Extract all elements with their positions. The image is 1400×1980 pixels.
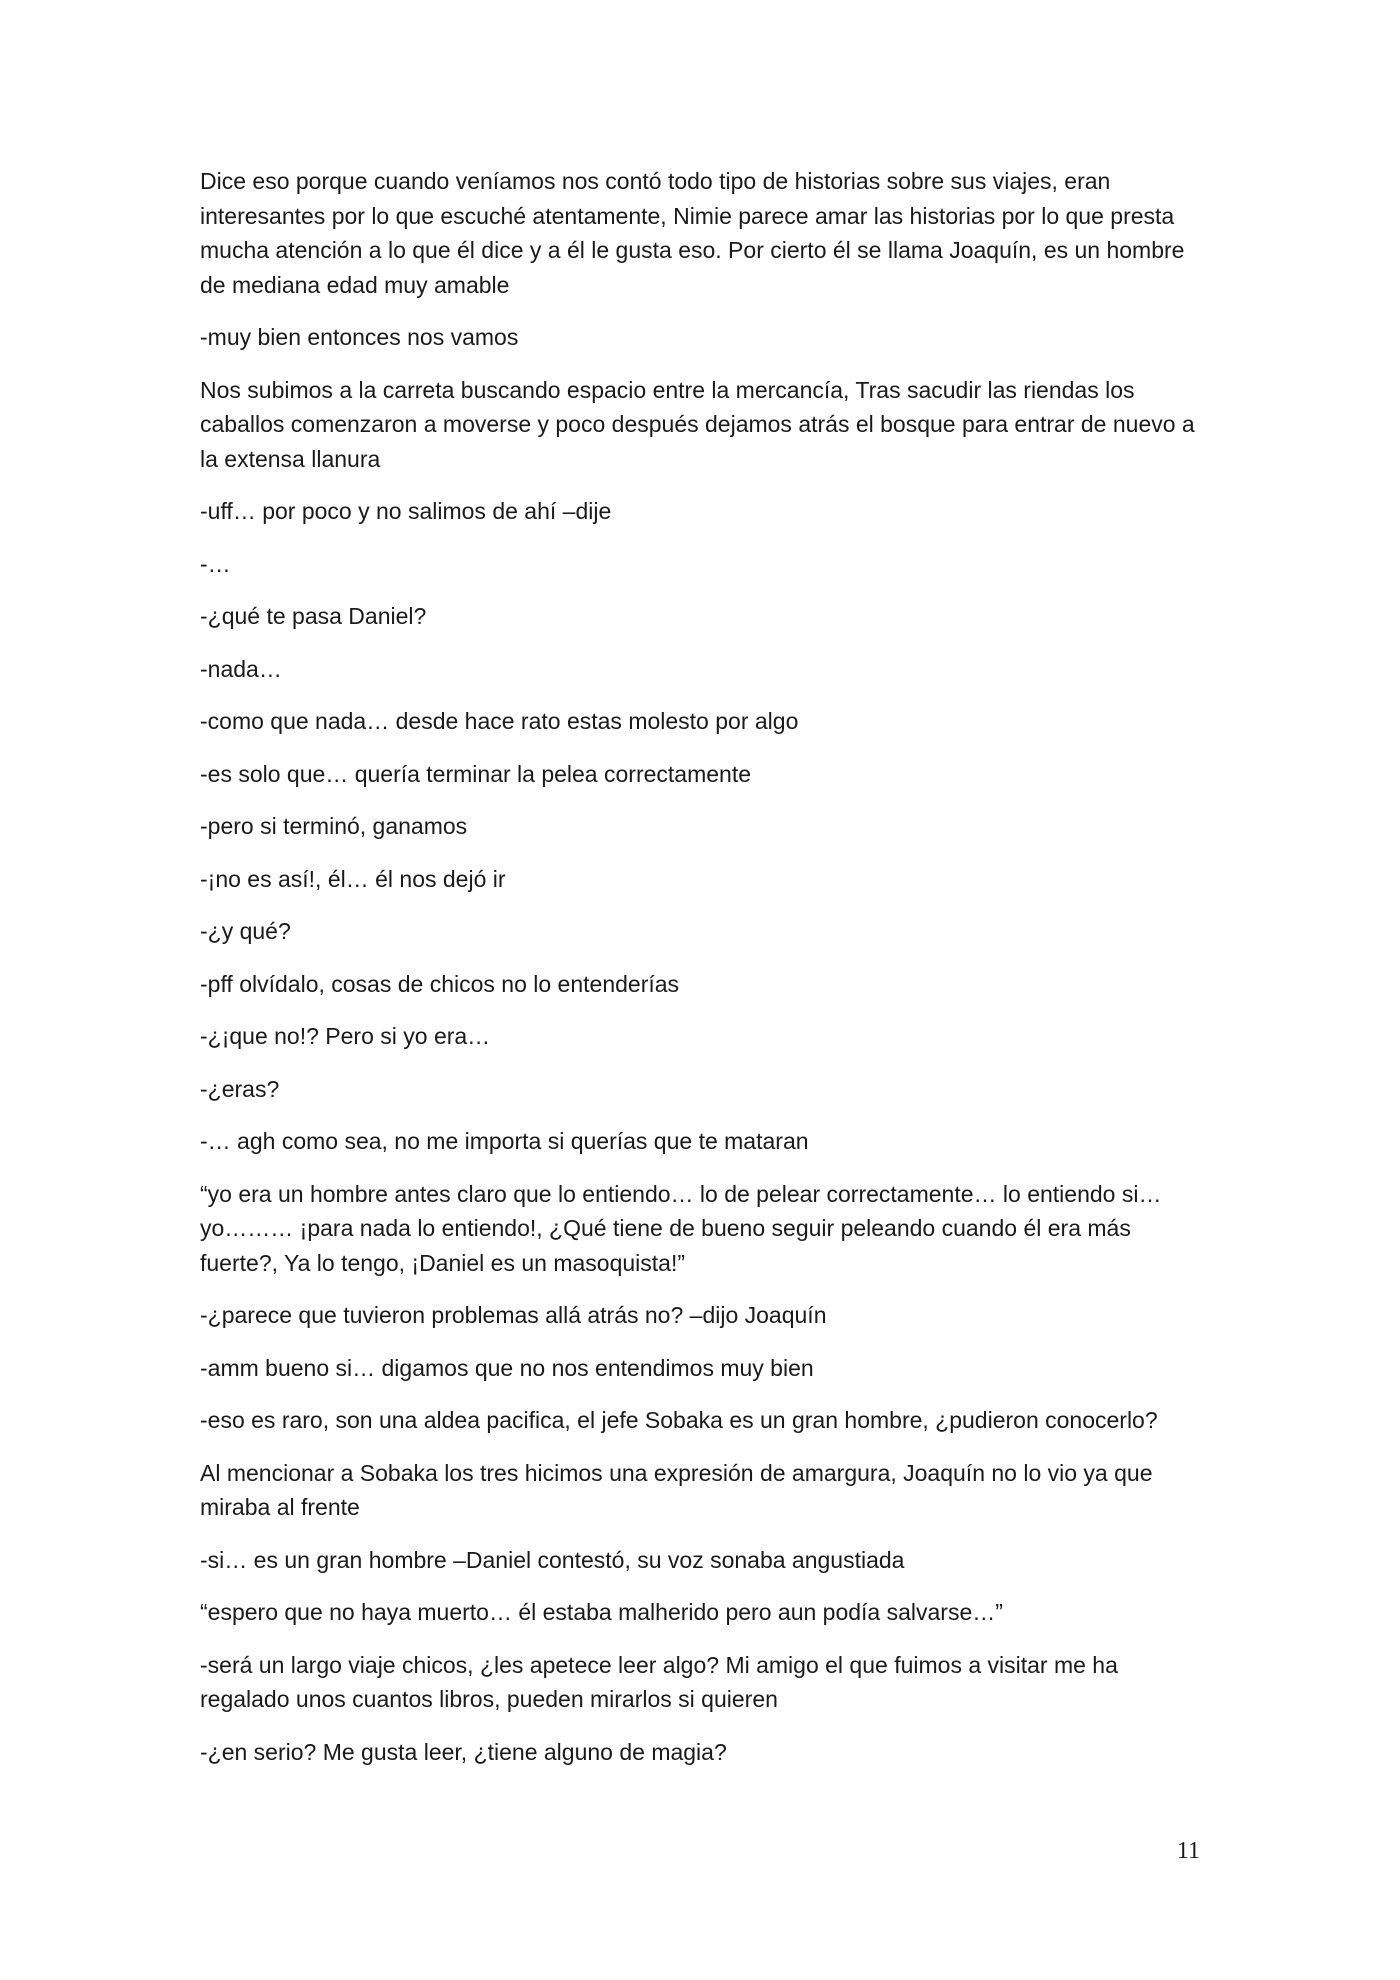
- paragraph: -será un largo viaje chicos, ¿les apetece leer algo? Mi amigo el que fuimos a visitar me ha regalado unos cuantos libros, pueden mirarlos si quieren: [200, 1651, 1118, 1712]
- paragraph: -¿y qué?: [200, 918, 291, 944]
- paragraph: -… agh como sea, no me importa si querías que te mataran: [200, 1128, 809, 1154]
- paragraph: -¡no es así!, él… él nos dejó ir: [200, 865, 506, 892]
- paragraph: -amm bueno si… digamos que no nos entendimos muy bien: [200, 1354, 814, 1381]
- paragraph: -como que nada… desde hace rato estas molesto por algo: [200, 708, 799, 734]
- paragraph: -¿parece que tuvieron problemas allá atrás no? –dijo Joaquín: [200, 1302, 827, 1328]
- body-text: [200, 164, 1200, 1787]
- paragraph: -pero si terminó, ganamos: [200, 813, 468, 839]
- paragraph: -¿en serio? Me gusta leer, ¿tiene alguno de magia?: [200, 1738, 727, 1765]
- paragraph: -nada…: [200, 655, 282, 682]
- paragraph: Dice eso porque cuando veníamos nos contó todo tipo de historias sobre sus viajes, eran interesantes por lo que escuché atentamente, Nimie parece amar las historias por lo que presta mucha atención a lo que él dice y a él le gusta eso. Por cierto él se llama Joaquín, es un hombre de mediana edad muy amable: [200, 168, 1185, 298]
- paragraph: “espero que no haya muerto… él estaba malherido pero aun podía salvarse…”: [200, 1599, 1003, 1625]
- paragraph: -pff olvídalo, cosas de chicos no lo entenderías: [200, 970, 680, 997]
- page-number: 11: [1176, 1838, 1200, 1864]
- paragraph: “yo era un hombre antes claro que lo entiendo… lo de pelear correctamente… lo entiendo si…yo……… ¡para nada lo entiendo!, ¿Qué tiene de bueno seguir peleando cuando él era más fuerte?, Ya lo tengo, ¡Daniel es un masoquista!”: [200, 1180, 1162, 1276]
- paragraph: -¿eras?: [200, 1075, 280, 1102]
- paragraph: -¿qué te pasa Daniel?: [200, 603, 427, 629]
- paragraph: -¿¡que no!? Pero si yo era…: [200, 1023, 491, 1049]
- paragraph: -si… es un gran hombre –Daniel contestó, su voz sonaba angustiada: [200, 1546, 905, 1573]
- paragraph: -uff… por poco y no salimos de ahí –dije: [200, 498, 612, 524]
- paragraph: Nos subimos a la carreta buscando espacio entre la mercancía, Tras sacudir las riendas los caballos comenzaron a moverse y poco después dejamos atrás el bosque para entrar de nuevo a la extensa llanura: [200, 376, 1195, 472]
- paragraph: -muy bien entonces nos vamos: [200, 324, 519, 350]
- paragraph: -es solo que… quería terminar la pelea correctamente: [200, 760, 752, 787]
- paragraph: Al mencionar a Sobaka los tres hicimos una expresión de amargura, Joaquín no lo vio ya que miraba al frente: [200, 1459, 1153, 1520]
- paragraph: -eso es raro, son una aldea pacifica, el jefe Sobaka es un gran hombre, ¿pudieron conocerlo?: [200, 1407, 1158, 1433]
- paragraph: -…: [200, 550, 231, 577]
